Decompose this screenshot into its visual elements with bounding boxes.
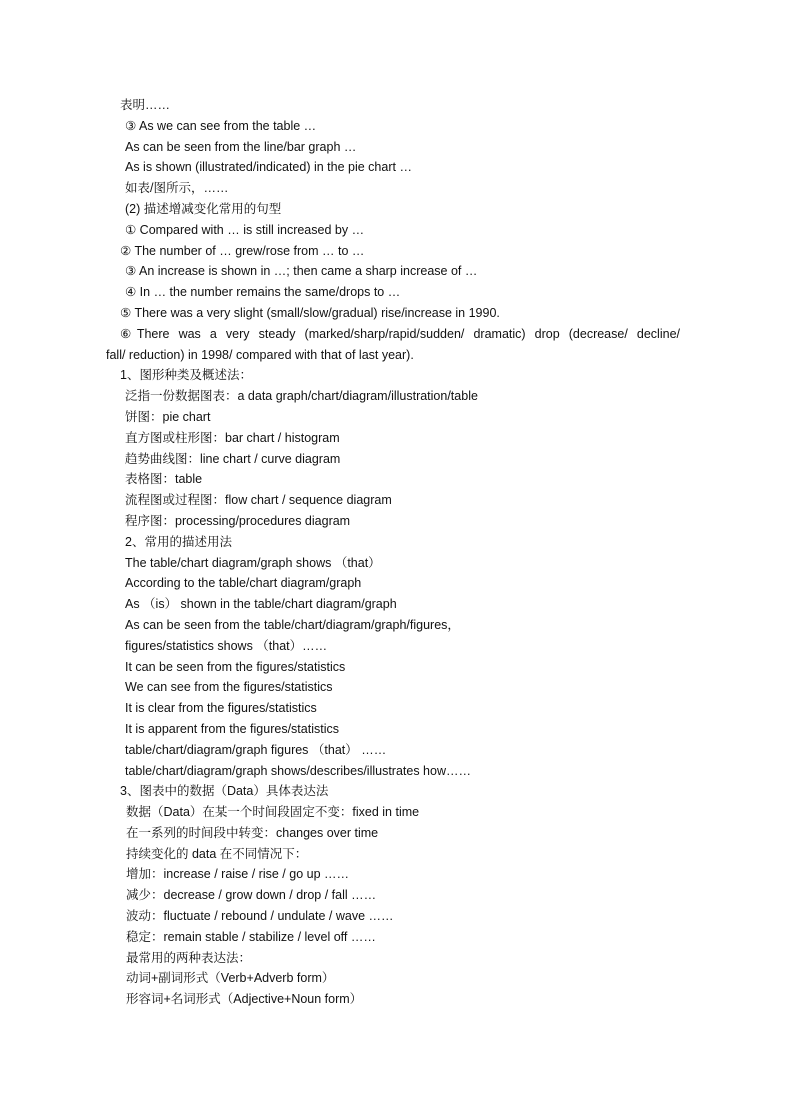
text-line: ⑥There was a very steady (marked/sharp/rapid/sudden/ dramatic) drop (decrease/ decline/ (120, 326, 680, 341)
text-line: 形容词+名词形式（Adjective+Noun form） (126, 992, 363, 1007)
section-heading: 1、图形种类及概述法： (120, 368, 252, 383)
text-line: 饼图：pie chart (125, 409, 211, 424)
text-line: As can be seen from the table/chart/diagram/graph/figures， (125, 617, 460, 632)
text-line: 减少：decrease / grow down / drop / fall …… (126, 888, 377, 903)
text-line: 表明…… (120, 98, 171, 112)
text-line: It can be seen from the figures/statistics (125, 659, 346, 674)
text-line: As can be seen from the line/bar graph … (125, 139, 357, 154)
text-line: 直方图或柱形图：bar chart / histogram (125, 430, 340, 445)
section-heading: 3、图表中的数据（Data）具体表达法 (120, 784, 329, 799)
text-line: 增加：increase / raise / rise / go up …… (126, 867, 349, 882)
text-line: It is clear from the figures/statistics (125, 701, 317, 716)
text-line: 趋势曲线图：line chart / curve diagram (125, 451, 341, 466)
text-line: ③ As we can see from the table … (125, 118, 317, 133)
text-line: It is apparent from the figures/statistics (125, 721, 339, 736)
text-line: 最常用的两种表达法： (126, 950, 252, 965)
text-line: 泛指一份数据图表：a data graph/chart/diagram/illustration/table (125, 389, 478, 404)
text-line: ⑤ There was a very slight (small/slow/gradual) rise/increase in 1990. (120, 305, 500, 320)
text-line: According to the table/chart diagram/graph (125, 576, 362, 591)
text-line: 数据（Data）在某一个时间段固定不变：fixed in time (126, 805, 420, 820)
text-line: 动词+副词形式（Verb+Adverb form） (126, 971, 335, 986)
text-line: The table/chart diagram/graph shows （that） (125, 555, 381, 570)
text-line: As is shown (illustrated/indicated) in the pie chart … (125, 160, 412, 175)
text-line: As （is） shown in the table/chart diagram/graph (125, 597, 397, 612)
text-line: figures/statistics shows （that）…… (125, 638, 328, 653)
text-line: 程序图：processing/procedures diagram (125, 513, 351, 528)
section-heading: 2、常用的描述用法 (125, 534, 232, 549)
text-line: ② The number of … grew/rose from … to … (120, 243, 365, 258)
text-line: 如表/图所示，…… (125, 181, 229, 196)
text-line: ③ An increase is shown in …; then came a sharp increase of … (125, 264, 478, 279)
text-line: 稳定：remain stable / stabilize / level off …… (126, 929, 376, 944)
text-line: fall/ reduction) in 1998/ compared with that of last year). (106, 347, 414, 362)
text-line: 波动：fluctuate / rebound / undulate / wave …… (126, 909, 394, 924)
document-body (106, 95, 680, 1010)
text-line: We can see from the figures/statistics (125, 680, 333, 695)
text-line: table/chart/diagram/graph shows/describes/illustrates how…… (125, 763, 471, 778)
section-heading: (2) 描述增减变化常用的句型 (125, 201, 282, 216)
text-line: table/chart/diagram/graph figures （that） …… (125, 742, 387, 757)
text-line: 表格图：table (125, 472, 203, 487)
text-line: 持续变化的 data 在不同情况下： (126, 846, 308, 861)
text-line: 在一系列的时间段中转变：changes over time (126, 825, 379, 840)
text-line: ① Compared with … is still increased by … (125, 222, 365, 237)
text-line: ④ In … the number remains the same/drops to … (125, 285, 401, 300)
text-line: 流程图或过程图：flow chart / sequence diagram (125, 493, 392, 508)
